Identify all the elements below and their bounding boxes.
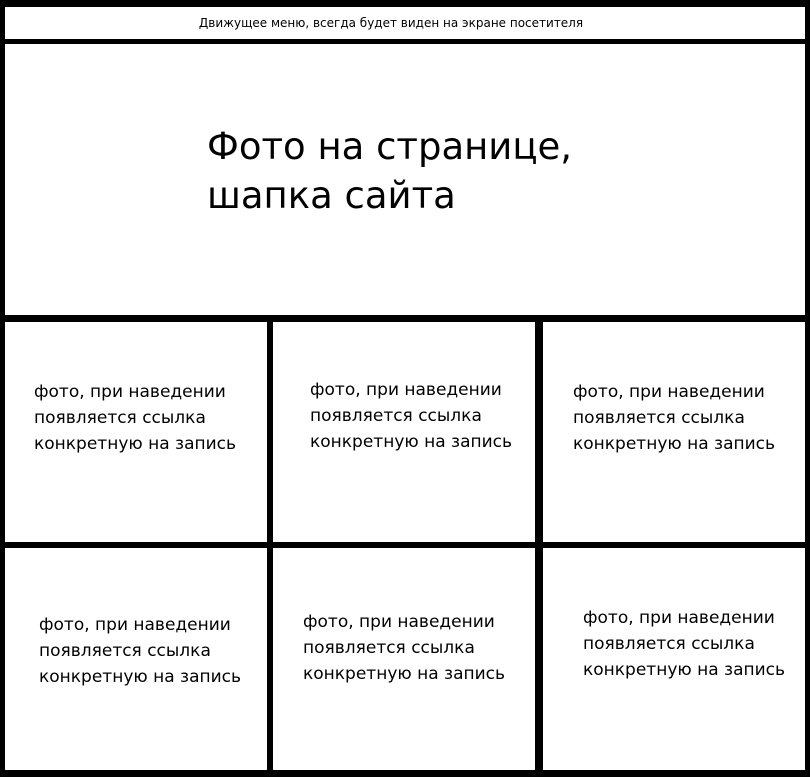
photo-tile [5, 322, 267, 542]
photo-tile-label: фото, при наведении появляется ссылка конкретную на запись [303, 612, 506, 684]
photo-tile-label: фото, при наведении появляется ссылка конкретную на запись [34, 382, 237, 454]
photo-tile-label: фото, при наведении появляется ссылка конкретную на запись [39, 615, 242, 687]
photo-tile [543, 548, 805, 770]
photo-tile [543, 322, 805, 542]
header-photo-block [5, 44, 805, 315]
photo-tile [5, 548, 267, 770]
photo-tile-label: фото, при наведении появляется ссылка конкретную на запись [310, 380, 513, 452]
photo-tile [273, 548, 535, 770]
sticky-menu-label: Движущее меню, всегда будет виден на экране посетителя [198, 16, 584, 30]
photo-tile-label: фото, при наведении появляется ссылка конкретную на запись [573, 382, 776, 454]
photo-tile [273, 322, 535, 542]
photo-tile-label: фото, при наведении появляется ссылка конкретную на запись [583, 608, 786, 680]
header-photo-label: Фото на странице, шапка сайта [207, 125, 573, 217]
sticky-menu-block [5, 7, 805, 39]
